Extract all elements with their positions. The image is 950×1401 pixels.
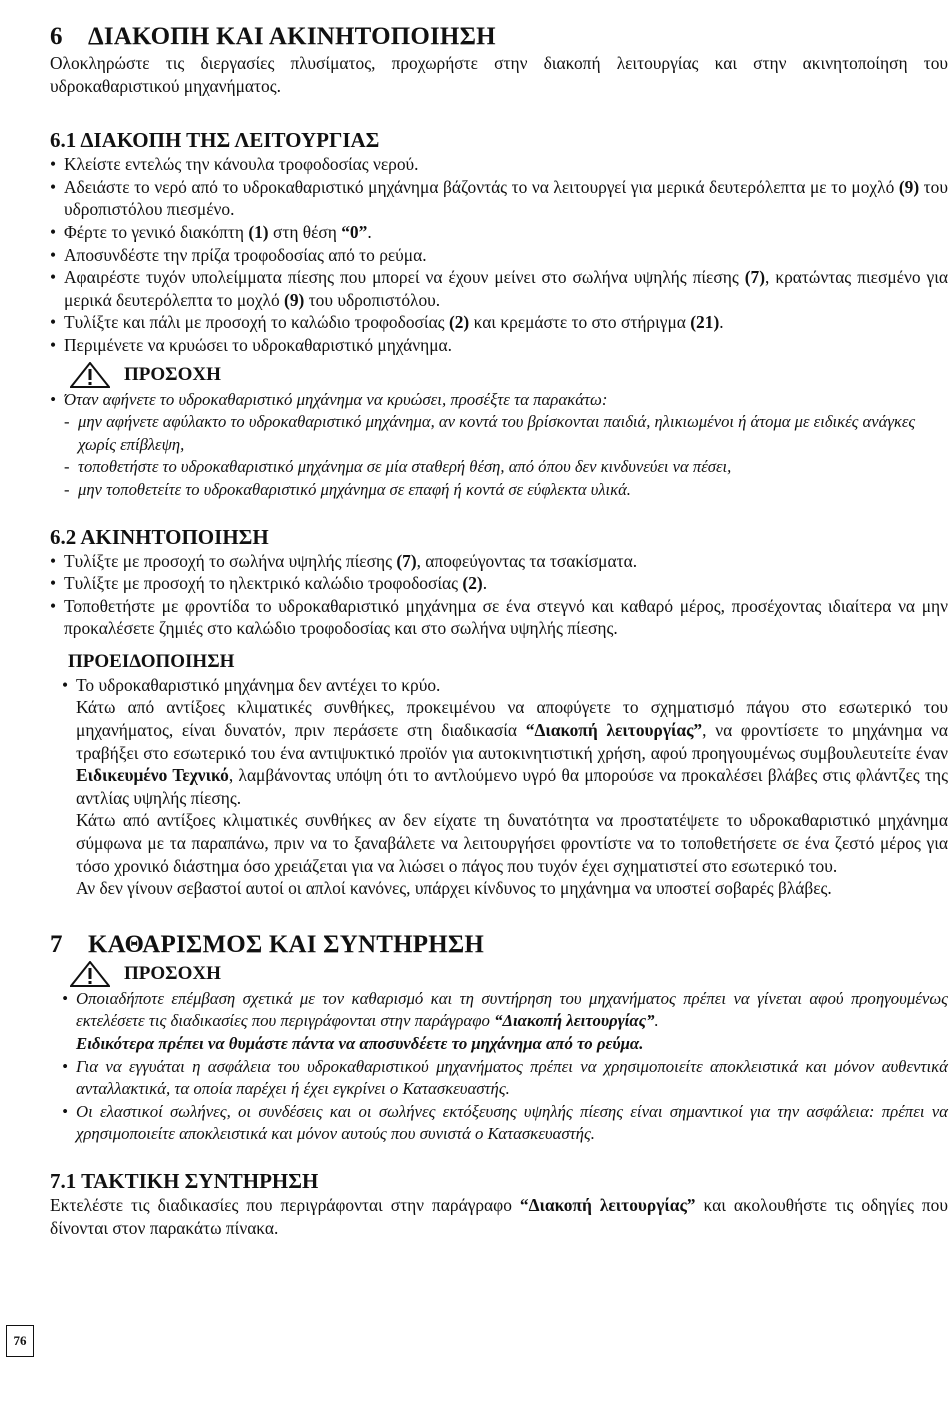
list-item: • Τοποθετήστε με φροντίδα το υδροκαθαριστικό μηχάνημα σε ένα στεγνό και καθαρό μέρος, προσέχοντας ιδιαίτερα να μην προκαλέσετε ζημιές στο καλώδιο τροφοδοσίας και στο σωλήνα υψηλής πίεσης. [50, 595, 948, 640]
section-7-1-heading: 7.1 ΤΑΚΤΙΚΗ ΣΥΝΤΗΡΗΣΗ [50, 1168, 319, 1193]
page-number: 76 [6, 1325, 34, 1357]
warning-title: ΠΡΟΣΟΧΗ [124, 962, 221, 984]
notice-paragraph: Κάτω από αντίξοες κλιματικές συνθήκες, προκειμένου να αποφύγετε το σχηματισμό πάγου στο εσωτερικό του μηχανήματος, είναι δυνατόν, πριν περάσετε στη διαδικασία “Διακοπή λειτουργίας”, να φροντίσετε το μηχάνημα να τραβήξει στο εσωτερικό του ένα αντιψυκτικό προϊόν για αυτοκινητιστική χρήση, αφού προηγουμένως συμβουλευτείτε έναν Ειδικευμένο Τεχνικό, λαμβάνοντας υπόψη ότι το αντλούμενο υγρό θα μπορούσε να προκαλέσει βλάβες στις φλάντζες της αντλίας υψηλής πίεσης. [76, 697, 948, 808]
list-item: • Για να εγγυάται η ασφάλεια του υδροκαθαριστικού μηχανήματος πρέπει να χρησιμοποιείτε αποκλειστικά και μόνον αυθεντικά ανταλλακτικά, τα οποία παρέχει ή έχει εγκρίνει ο Κατασκευαστής. [62, 1056, 948, 1101]
warning-list [50, 389, 948, 412]
list-item: • Αποσυνδέστε την πρίζα τροφοδοσίας από το ρεύμα. [50, 244, 948, 267]
warning-triangle-icon [70, 961, 110, 987]
section-6-2-list [50, 550, 948, 640]
section-7-heading [50, 930, 948, 960]
list-item: • Περιμένετε να κρυώσει το υδροκαθαριστικό μηχάνημα. [50, 334, 948, 357]
list-item: • Όταν αφήνετε το υδροκαθαριστικό μηχάνημα να κρυώσει, προσέξτε τα παρακάτω: [50, 389, 948, 412]
section-6-1-heading: 6.1 ΔΙΑΚΟΠΗ ΤΗΣ ΛΕΙΤΟΥΡΓΙΑΣ [50, 128, 380, 153]
notice-title: ΠΡΟΕΙΔΟΠΟΙΗΣΗ [68, 650, 235, 672]
section-title: ΔΙΑΚΟΠΗ ΚΑΙ ΑΚΙΝΗΤΟΠΟΙΗΣΗ [88, 23, 496, 50]
section-6-1-list [50, 153, 948, 356]
list-item: • Αφαιρέστε τυχόν υπολείμματα πίεσης που μπορεί να έχουν μείνει στο σωλήνα υψηλής πίεσης (7), κρατώντας πιεσμένο για μερικά δευτερόλεπτα το μοχλό (9) του υδροπιστόλου. [50, 266, 948, 311]
section-number: 7 [50, 930, 63, 958]
manual-page [50, 22, 948, 1239]
notice-paragraph: Κάτω από αντίξοες κλιματικές συνθήκες αν δεν είχατε τη δυνατότητα να προστατέψετε το υδροκαθαριστικό μηχάνημα σύμφωνα με τα παραπάνω, πριν να το ξαναβάλετε να λειτουργήσει φροντίστε να το τοποθετήσετε σε ένα ζεστό μέρος για τόσο χρονικό διάστημα όσο χρειάζεται για να λιώσει ο πάγος που τυχόν έχει σχηματιστεί στο εσωτερικό του. [76, 810, 948, 876]
list-item: - μην αφήνετε αφύλακτο το υδροκαθαριστικό μηχάνημα, αν κοντά του βρίσκονται παιδιά, ηλικιωμένοι ή άτομα με ειδικές ανάγκες χωρίς επίβλεψη, [50, 411, 948, 456]
list-item: • Φέρτε το γενικό διακόπτη (1) στη θέση “0”. [50, 221, 948, 244]
list-item: • Κλείστε εντελώς την κάνουλα τροφοδοσίας νερού. [50, 153, 948, 176]
section-title: ΚΑΘΑΡΙΣΜΟΣ ΚΑΙ ΣΥΝΤΗΡΗΣΗ [88, 930, 485, 958]
list-item: • Τυλίξτε και πάλι με προσοχή το καλώδιο τροφοδοσίας (2) και κρεμάστε το στο στήριγμα (21). [50, 311, 948, 334]
warning-triangle-icon [70, 362, 110, 388]
warning-header [70, 960, 948, 988]
section-6-2-heading: 6.2 ΑΚΙΝΗΤΟΠΟΙΗΣΗ [50, 524, 269, 549]
emphasis-text: Ειδικότερα πρέπει να θυμάστε πάντα να αποσυνδέετε το μηχάνημα από το ρεύμα. [76, 1034, 644, 1053]
section-6-heading [50, 22, 948, 52]
list-item: - τοποθετήστε το υδροκαθαριστικό μηχάνημα σε μία σταθερή θέση, από όπου δεν κινδυνεύει να πέσει, [50, 456, 948, 479]
list-item: • Τυλίξτε με προσοχή το ηλεκτρικό καλώδιο τροφοδοσίας (2). [50, 572, 948, 595]
notice-paragraph: Αν δεν γίνουν σεβαστοί αυτοί οι απλοί κανόνες, υπάρχει κίνδυνος το μηχάνημα να υποστεί σοβαρές βλάβες. [76, 878, 832, 899]
section-number: 6 [50, 23, 63, 50]
warning-list [62, 988, 948, 1146]
section-7-1-paragraph: Εκτελέστε τις διαδικασίες που περιγράφονται στην παράγραφο “Διακοπή λειτουργίας” και ακολουθήστε τις οδηγίες που δίνονται στον παρακάτω πίνακα. [50, 1194, 948, 1238]
list-item: • Τυλίξτε με προσοχή το σωλήνα υψηλής πίεσης (7), αποφεύγοντας τα τσακίσματα. [50, 550, 948, 573]
list-item: • Αδειάστε το νερό από το υδροκαθαριστικό μηχάνημα βάζοντάς το να λειτουργεί για μερικά δευτερόλεπτα με το μοχλό (9) του υδροπιστόλου πιεσμένο. [50, 176, 948, 221]
section-6-intro: Ολοκληρώστε τις διεργασίες πλυσίματος, προχωρήστε στην διακοπή λειτουργίας και στην ακινητοποίηση του υδροκαθαριστικού μηχανήματος. [50, 53, 948, 96]
warning-dash-list [50, 411, 948, 501]
list-item: • Οποιαδήποτε επέμβαση σχετικά με τον καθαρισμό και τη συντήρηση του μηχανήματος πρέπει να γίνεται αφού προηγουμένως εκτελέσετε τις διαδικασίες που περιγράφονται στην παράγραφο “Διακοπή λειτουργίας”. Ειδικότερα πρέπει να θυμάστε πάντα να αποσυνδέετε το μηχάνημα από το ρεύμα. [62, 988, 948, 1056]
list-item: • Το υδροκαθαριστικό μηχάνημα δεν αντέχει το κρύο. [62, 674, 948, 697]
list-item: • Οι ελαστικοί σωλήνες, οι συνδέσεις και οι σωλήνες εκτόξευσης υψηλής πίεσης είναι σημαντικοί για την ασφάλεια: πρέπει να χρησιμοποιείτε αποκλειστικά και μόνον αυτούς που συνιστά ο Κατασκευαστής. [62, 1101, 948, 1146]
warning-header [70, 361, 948, 389]
notice-list [62, 674, 948, 697]
warning-title: ΠΡΟΣΟΧΗ [124, 363, 221, 385]
list-item: - μην τοποθετείτε το υδροκαθαριστικό μηχάνημα σε επαφή ή κοντά σε εύφλεκτα υλικά. [50, 479, 948, 502]
